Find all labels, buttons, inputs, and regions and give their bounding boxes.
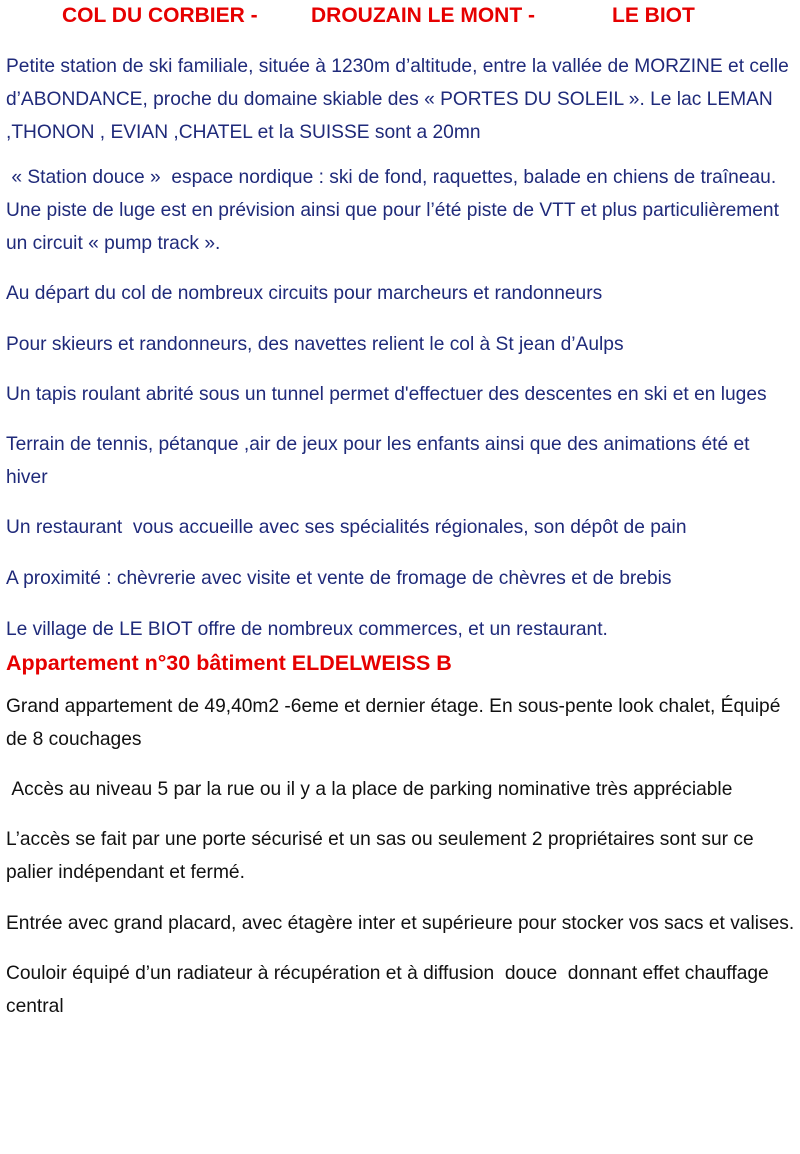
intro-paragraph-circuits: Au départ du col de nombreux circuits pour marcheurs et randonneurs xyxy=(6,283,603,304)
apartment-paragraph-acces-niveau: Accès au niveau 5 par la rue ou il y a la place de parking nominative très appréciable xyxy=(6,779,733,800)
document-page xyxy=(6,0,796,1023)
apartment-paragraph-description: Grand appartement de 49,40m2 -6eme et dernier étage. En sous-pente look chalet, Équipé de 8 couchages xyxy=(6,696,786,750)
intro-paragraph-restaurant: Un restaurant vous accueille avec ses spécialités régionales, son dépôt de pain xyxy=(6,517,687,538)
apartment-paragraph-entree: Entrée avec grand placard, avec étagère inter et supérieure pour stocker vos sacs et valises. xyxy=(6,913,795,934)
title-part-drouzain-le-mont: DROUZAIN LE MONT - xyxy=(311,4,535,27)
apartment-heading: Appartement n°30 bâtiment ELDELWEISS B xyxy=(6,651,452,675)
apartment-paragraph-couloir: Couloir équipé d’un radiateur à récupération et à diffusion douce donnant effet chauffage central xyxy=(6,963,775,1017)
title-part-le-biot: LE BIOT xyxy=(612,4,695,27)
title-part-col-du-corbier: COL DU CORBIER - xyxy=(62,4,258,27)
intro-paragraph-terrain-tennis: Terrain de tennis, pétanque ,air de jeux pour les enfants ainsi que des animations été et hiver xyxy=(6,434,755,488)
apartment-paragraph-porte-securisee: L’accès se fait par une porte sécurisé et un sas ou seulement 2 propriétaires sont sur ce palier indépendant et fermé. xyxy=(6,829,759,883)
page-title xyxy=(6,0,796,34)
intro-paragraph-chevrerie: A proximité : chèvrerie avec visite et vente de fromage de chèvres et de brebis xyxy=(6,568,672,589)
intro-paragraph-station: Petite station de ski familiale, située à 1230m d’altitude, entre la vallée de MORZINE et celle d’ABONDANCE, proche du domaine skiable des « PORTES DU SOLEIL ». Le lac LEMAN ,THONON , EVIAN ,CHATEL et la SUISSE sont a 20mn xyxy=(6,56,795,143)
intro-paragraph-village: Le village de LE BIOT offre de nombreux commerces, et un restaurant. xyxy=(6,619,608,640)
intro-paragraph-tapis-roulant: Un tapis roulant abrité sous un tunnel permet d'effectuer des descentes en ski et en luges xyxy=(6,384,767,405)
intro-paragraph-navettes: Pour skieurs et randonneurs, des navettes relient le col à St jean d’Aulps xyxy=(6,334,624,355)
intro-paragraph-station-douce: « Station douce » espace nordique : ski de fond, raquettes, balade en chiens de traîneau. Une piste de luge est en prévision ainsi que pour l’été piste de VTT et plus particulièrement un circuit « pump track ». xyxy=(6,167,785,254)
